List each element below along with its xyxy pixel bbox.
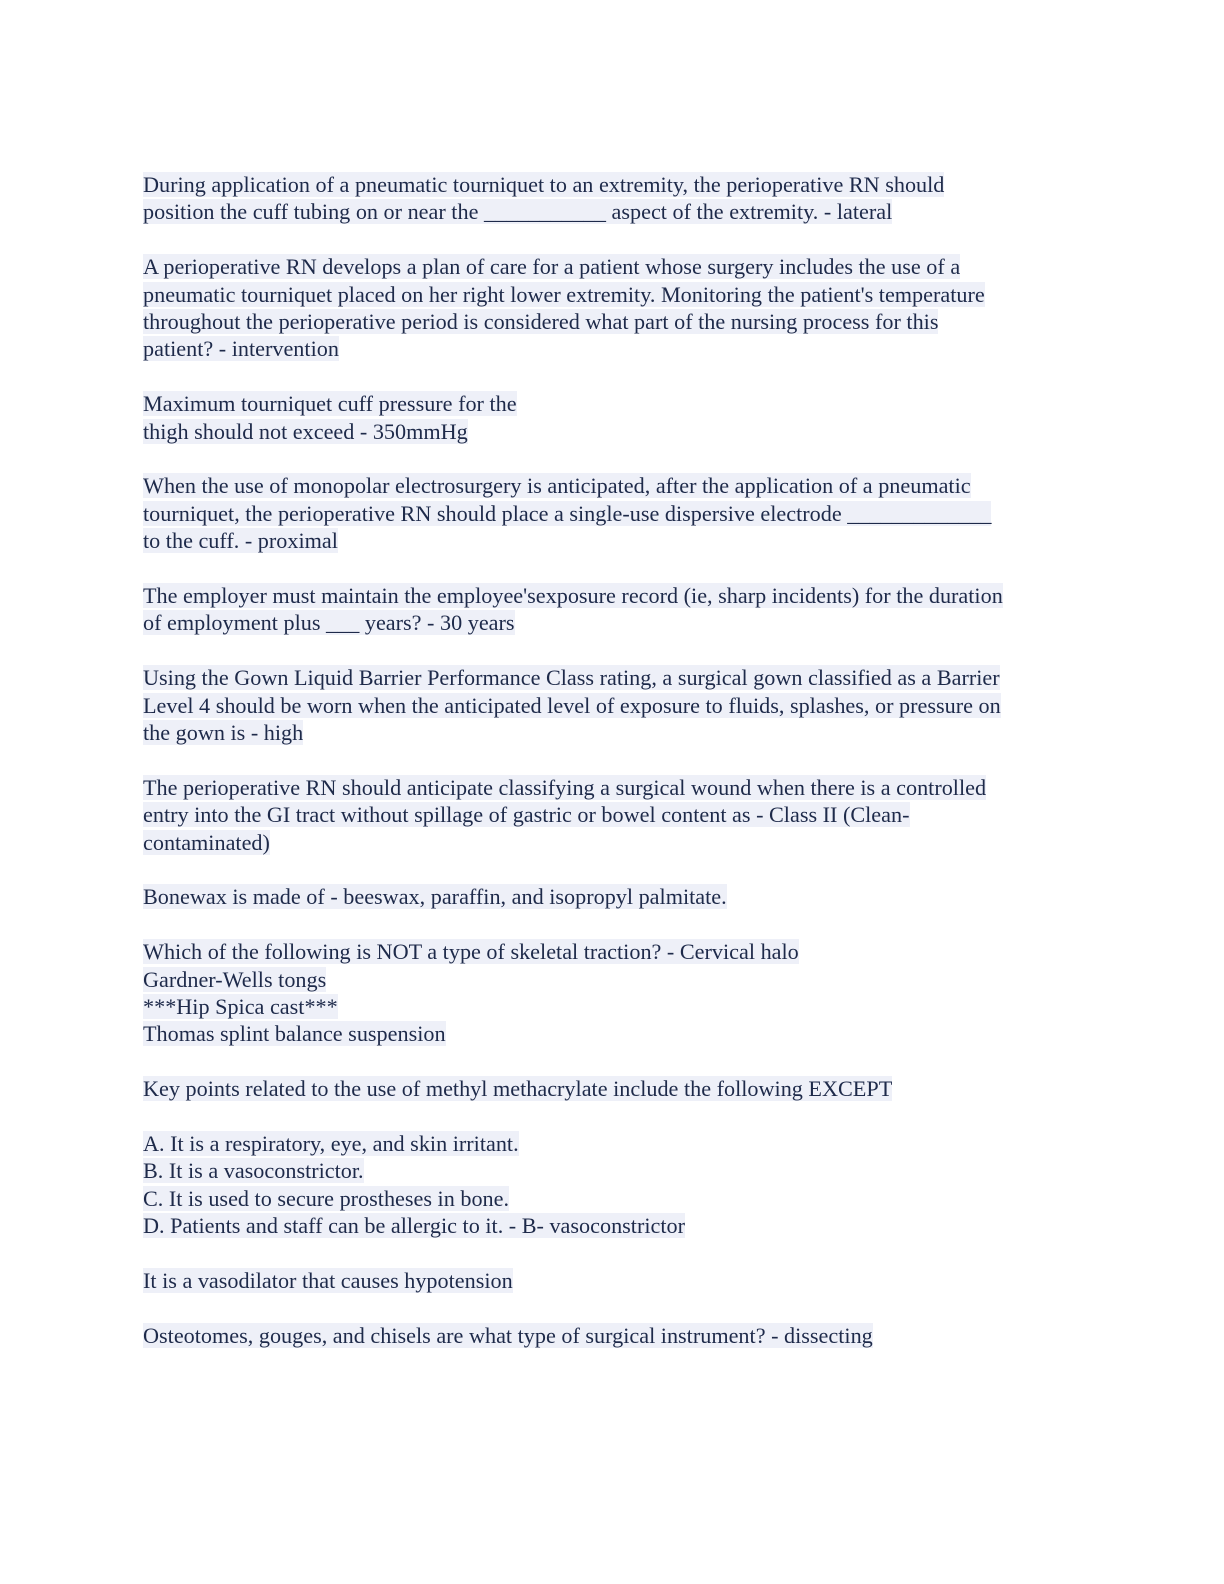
text-line: to the cuff. - proximal xyxy=(143,528,338,554)
option-d: D. Patients and staff can be allergic to it. - B- vasoconstrictor xyxy=(143,1213,686,1239)
option-a: A. It is a respiratory, eye, and skin irritant. xyxy=(143,1131,519,1157)
text-line: The perioperative RN should anticipate classifying a surgical wound when there is a controlled xyxy=(143,774,987,800)
text-line: Thomas splint balance suspension xyxy=(143,1021,446,1047)
qa-item-methyl-methacrylate xyxy=(143,1075,1083,1102)
qa-item-nursing-process xyxy=(143,253,1083,363)
qa-item-skeletal-traction xyxy=(143,938,1083,1048)
text-line: tourniquet, the perioperative RN should place a single-use dispersive electrode _____________ xyxy=(143,500,992,526)
text-line: Osteotomes, gouges, and chisels are what type of surgical instrument? - dissecting xyxy=(143,1322,873,1348)
text-line: Which of the following is NOT a type of skeletal traction? - Cervical halo xyxy=(143,939,799,965)
qa-item-exposure-record xyxy=(143,582,1083,637)
text-line: A perioperative RN develops a plan of care for a patient whose surgery includes the use of a xyxy=(143,254,961,280)
qa-item-cuff-pressure xyxy=(143,390,1083,445)
text-line: Gardner-Wells tongs xyxy=(143,966,327,992)
qa-item-tourniquet-tubing xyxy=(143,171,1083,226)
text-line: Level 4 should be worn when the anticipated level of exposure to fluids, splashes, or pressure on xyxy=(143,692,1001,718)
text-line: When the use of monopolar electrosurgery is anticipated, after the application of a pneumatic xyxy=(143,473,971,499)
text-line: the gown is - high xyxy=(143,720,304,746)
text-line: throughout the perioperative period is considered what part of the nursing process for this xyxy=(143,309,939,335)
text-line: Maximum tourniquet cuff pressure for the xyxy=(143,391,517,417)
qa-item-vasodilator-note xyxy=(143,1267,1083,1294)
document-body xyxy=(143,171,1083,1377)
text-line: patient? - intervention xyxy=(143,336,339,362)
text-line: position the cuff tubing on or near the ___________ aspect of the extremity. - lateral xyxy=(143,199,893,225)
text-line: contaminated) xyxy=(143,829,270,855)
option-c: C. It is used to secure prostheses in bone. xyxy=(143,1185,510,1211)
text-line: ***Hip Spica cast*** xyxy=(143,994,338,1020)
text-line: of employment plus ___ years? - 30 years xyxy=(143,610,515,636)
text-line: thigh should not exceed - 350mmHg xyxy=(143,418,468,444)
qa-item-instrument-type xyxy=(143,1322,1083,1349)
text-line: Key points related to the use of methyl methacrylate include the following EXCEPT xyxy=(143,1076,893,1102)
qa-item-answer-options xyxy=(143,1130,1083,1240)
text-line: It is a vasodilator that causes hypotension xyxy=(143,1268,513,1294)
qa-item-gown-barrier xyxy=(143,664,1083,746)
text-line: Bonewax is made of - beeswax, paraffin, and isopropyl palmitate. xyxy=(143,884,727,910)
qa-item-wound-class xyxy=(143,774,1083,856)
qa-item-dispersive-electrode xyxy=(143,472,1083,554)
text-line: Using the Gown Liquid Barrier Performance Class rating, a surgical gown classified as a Barrier xyxy=(143,665,1000,691)
qa-item-bonewax xyxy=(143,883,1083,910)
text-line: The employer must maintain the employee'sexposure record (ie, sharp incidents) for the duration xyxy=(143,583,1003,609)
text-line: entry into the GI tract without spillage of gastric or bowel content as - Class II (Clean- xyxy=(143,802,910,828)
text-line: pneumatic tourniquet placed on her right lower extremity. Monitoring the patient's temperature xyxy=(143,281,985,307)
text-line: During application of a pneumatic tourniquet to an extremity, the perioperative RN should xyxy=(143,172,945,197)
option-b: B. It is a vasoconstrictor. xyxy=(143,1158,364,1184)
